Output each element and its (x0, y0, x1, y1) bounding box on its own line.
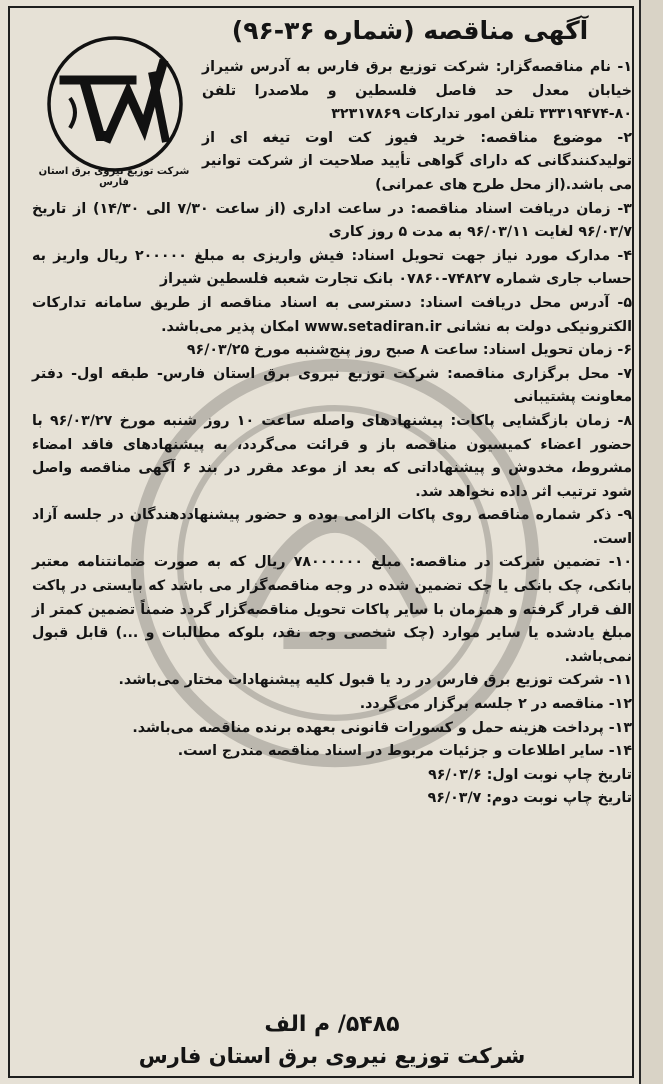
adjacent-column-edge (639, 0, 663, 1084)
item-1: ۱- نام مناقصه‌گزار: شرکت توزیع برق فارس به آدرس شیراز خیابان معدل حد فاصل فلسطین و ملاصدرا تلفن ۸۰-۳۳۳۱۹۴۷۴ تلفن امور تدارکات ۳۲۳۱۷۸۶۹ (202, 59, 632, 123)
item-8: ۸- زمان بازگشایی پاکات: پیشنهادهای واصله ساعت ۱۰ روز شنبه مورخ ۹۶/۰۳/۲۷ با حضور اعضاء کمیسیون مناقصه باز و قرائت می‌گردد، به پیشنهادهای فاقد امضاء مشروط، مخدوش و پیشنهاداتی که بعد از موعد مقرر در بند ۶ آگهی مناقصه واصل شود ترتیب اثر داده نخواهد شد. (32, 412, 633, 500)
ad-body (32, 56, 632, 811)
ad-code: ۵۴۸۵/ م الف (264, 1012, 400, 1037)
item-14: ۱۴- سایر اطلاعات و جزئیات مربوط در اسناد مناقصه مندرج است. (177, 743, 632, 760)
item-5: ۵- آدرس محل دریافت اسناد: دسترسی به اسناد مناقصه از طریق سامانه تدارکات الکترونیکی دولت به نشانی www.setadiran.ir امکان پذیر می‌باشد. (32, 294, 632, 335)
company-signature: شرکت توزیع نیروی برق استان فارس (138, 1044, 526, 1068)
ad-frame (8, 6, 634, 1078)
ad-title: آگهی مناقصه (شماره ۳۶-۹۶) (231, 16, 589, 45)
item-3: ۳- زمان دریافت اسناد مناقصه: در ساعت اداری (از ساعت ۷/۳۰ الی ۱۴/۳۰) از تاریخ ۹۶/۰۳/۷ لغایت ۹۶/۰۳/۱۱ به مدت ۵ روز کاری (32, 200, 632, 241)
item-6: ۶- زمان تحویل اسناد: ساعت ۸ صبح روز پنج‌شنبه مورخ ۹۶/۰۳/۲۵ (186, 342, 632, 359)
item-10: ۱۰- تضمین شرکت در مناقصه: مبلغ ۷۸۰۰۰۰۰۰ ریال که به صورت ضمانتنامه معتبر بانکی، چک بانکی یا چک تضمین شده در وجه مناقصه‌گزار می باشد که بایستی در پاکت الف قرار گرفته و همزمان با سایر پاکات تحویل مناقصه‌گزار گردد ضمناً تضمین کمتر از مبلغ یادشده یا سایر موارد (چک شخصی وجه نقد، بلوکه مطالبات و ...) قابل قبول نمی‌باشد. (32, 554, 632, 665)
item-11: ۱۱- شرکت توزیع برق فارس در رد یا قبول کلیه پیشنهادات مختار می‌باشد. (118, 672, 632, 689)
logo-caption: شرکت توزیع نیروی برق استان فارس (38, 166, 190, 188)
item-9: ۹- ذکر شماره مناقصه روی پاکات الزامی بوده و حضور پیشنهاددهندگان در جلسه آزاد است. (32, 507, 632, 547)
item-13: ۱۳- پرداخت هزینه حمل و کسورات قانونی بعهده برنده مناقصه می‌باشد. (132, 719, 632, 736)
item-7: ۷- محل برگزاری مناقصه: شرکت توزیع نیروی برق استان فارس- طبقه اول- دفتر معاونت پشتیبانی (32, 365, 632, 406)
item-12: ۱۲- مناقصه در ۲ جلسه برگزار می‌گردد. (359, 696, 632, 713)
item-2: ۲- موضوع مناقصه: خرید فیوز کت اوت تیغه ای از تولیدکنندگانی که دارای گواهی تأیید صلاحیت از شرکت توانیر می باشد.(از محل طرح های عمرانی) (202, 129, 632, 193)
print-date-second: تاریخ چاپ نوبت دوم: ۹۶/۰۳/۷ (427, 790, 632, 807)
print-date-first: تاریخ چاپ نوبت اول: ۹۶/۰۳/۶ (428, 766, 632, 783)
item-4: ۴- مدارک مورد نیاز جهت تحویل اسناد: فیش واریزی به مبلغ ۲۰۰۰۰۰ ریال واریز به حساب جاری شماره ۷۴۸۲۷-۰۷۸۶۰ بانک تجارت شعبه فلسطین شیراز (32, 247, 632, 288)
